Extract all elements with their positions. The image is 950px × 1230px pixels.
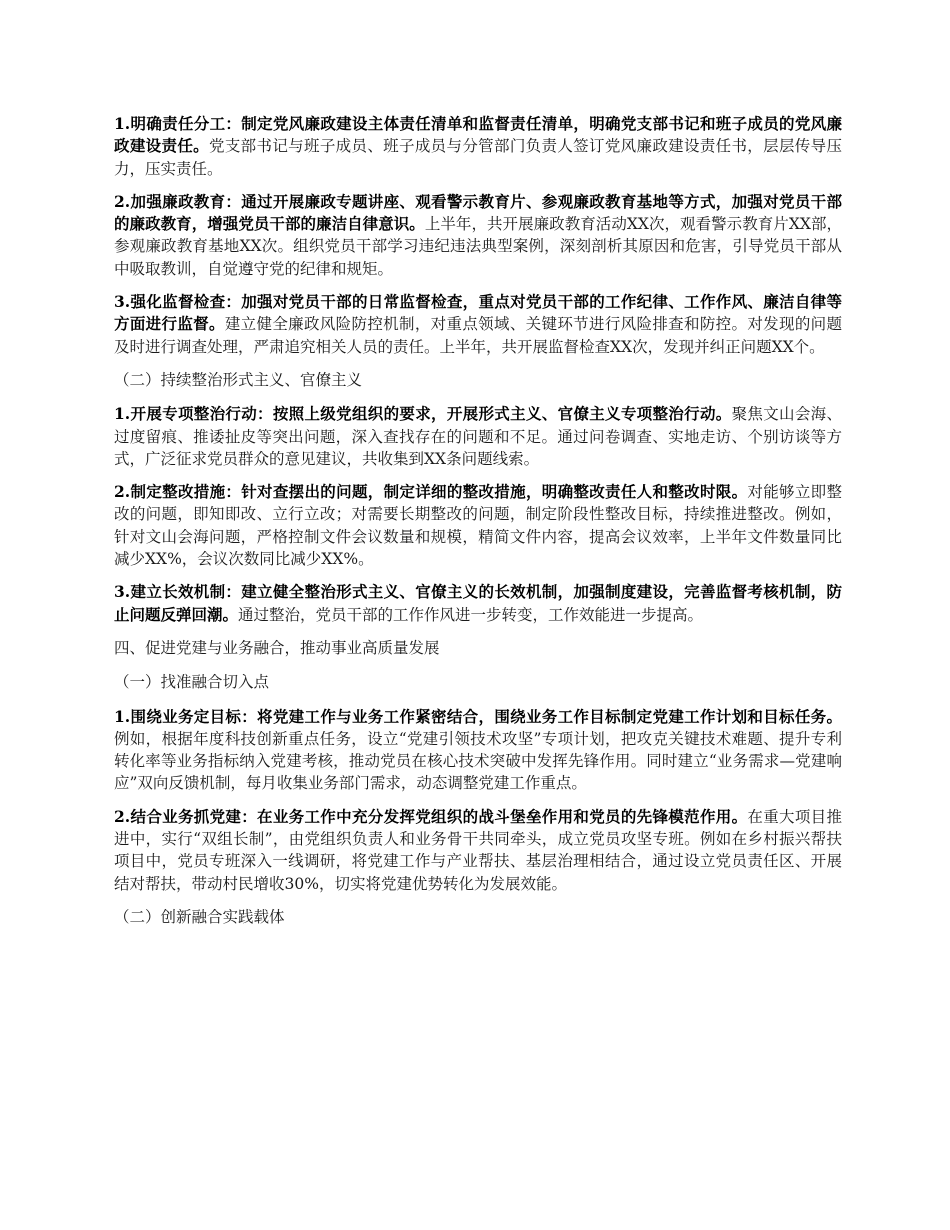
paragraph-body: 通过整治，党员干部的工作作风进一步转变，工作效能进一步提高。 <box>238 605 704 624</box>
paragraph-body: 建立健全廉政风险防控机制，对重点领域、关键环节进行风险排查和防控。对发现的问题及时进行调查处理，严肃追究相关人员的责任。上半年，共开展监督检查XX次，发现并纠正问题XX个。 <box>114 315 842 356</box>
paragraph-body: 对能够立即整改的问题，即知即改、立行立改；对需要长期整改的问题，制定阶段性整改目标，持续推进整改。例如，针对文山会海问题，严格控制文件会议数量和规模，精简文件内容，提高会议效率，上半年文件数量同比减少XX%，会议次数同比减少XX%。 <box>114 483 842 569</box>
paragraph-long-term-mechanism <box>114 581 842 626</box>
paragraph-lead: 1.围绕业务定目标：将党建工作与业务工作紧密结合，围绕业务工作目标制定党建工作计划和目标任务。 <box>114 706 842 726</box>
paragraph-lead: 2.加强廉政教育：通过开展廉政专题讲座、观看警示教育片、参观廉政教育基地等方式，加强对党员干部的廉政教育，增强党员干部的廉洁自律意识。 <box>114 191 842 234</box>
chapter-heading-integration: 四、促进党建与业务融合，推动事业高质量发展 <box>114 638 440 657</box>
paragraph-special-rectification <box>114 403 842 470</box>
paragraph-lead: 1.开展专项整治行动：按照上级党组织的要求，开展形式主义、官僚主义专项整治行动。 <box>114 404 732 424</box>
paragraph-integrity-education <box>114 191 842 280</box>
paragraph-lead: 3.强化监督检查：加强对党员干部的日常监督检查，重点对党员干部的工作纪律、工作作风、廉洁自律等方面进行监督。 <box>114 292 842 334</box>
section-heading-formalism: （二）持续整治形式主义、官僚主义 <box>114 370 363 389</box>
paragraph-lead: 2.制定整改措施：针对查摆出的问题，制定详细的整改措施，明确整改责任人和整改时限。 <box>114 482 748 502</box>
section-heading-practice-carrier: （二）创新融合实践载体 <box>114 907 285 926</box>
paragraph-body: 上半年，共开展廉政教育活动XX次，观看警示教育片XX部，参观廉政教育基地XX次。组织党员干部学习违纪违法典型案例，深刻剖析其原因和危害，引导党员干部从中吸取教训，自觉遵守党的纪律和规矩。 <box>114 215 842 278</box>
paragraph-body: 聚焦文山会海、过度留痕、推诿扯皮等突出问题，深入查找存在的问题和不足。通过问卷调查、实地走访、个别访谈等方式，广泛征求党员群众的意见建议，共收集到XX条问题线索。 <box>114 405 842 468</box>
paragraph-body: 例如，根据年度科技创新重点任务，设立“党建引领技术攻坚”专项计划，把攻克关键技术难题、提升专利转化率等业务指标纳入党建考核，推动党员在核心技术突破中发挥先锋作用。同时建立“业务需求—党建响应”双向反馈机制，每月收集业务部门需求，动态调整党建工作重点。 <box>114 729 842 793</box>
paragraph-responsibility-division <box>114 113 842 180</box>
paragraph-supervision-inspection <box>114 291 842 358</box>
section-heading-entry-point: （一）找准融合切入点 <box>114 673 270 692</box>
paragraph-rectification-measures <box>114 481 842 570</box>
paragraph-body: 在重大项目推进中，实行“双组长制”，由党组织负责人和业务骨干共同牵头，成立党员攻坚专班。例如在乡村振兴帮扶项目中，党员专班深入一线调研，将党建工作与产业帮扶、基层治理相结合，通过设立党员责任区、开展结对帮扶，带动村民增收30%，切实将党建优势转化为发展效能。 <box>114 807 842 893</box>
paragraph-lead: 3.建立长效机制：建立健全整治形式主义、官僚主义的长效机制，加强制度建设，完善监督考核机制，防止问题反弹回潮。 <box>114 582 842 624</box>
paragraph-business-party-building <box>114 806 842 895</box>
paragraph-lead: 1.明确责任分工：制定党风廉政建设主体责任清单和监督责任清单，明确党支部书记和班子成员的党风廉政建设责任。 <box>114 114 842 156</box>
paragraph-business-goals <box>114 706 842 795</box>
paragraph-body: 党支部书记与班子成员、班子成员与分管部门负责人签订党风廉政建设责任书，层层传导压力，压实责任。 <box>114 137 842 178</box>
paragraph-lead: 2.结合业务抓党建：在业务工作中充分发挥党组织的战斗堡垒作用和党员的先锋模范作用。 <box>114 806 748 826</box>
document-body <box>114 113 842 940</box>
